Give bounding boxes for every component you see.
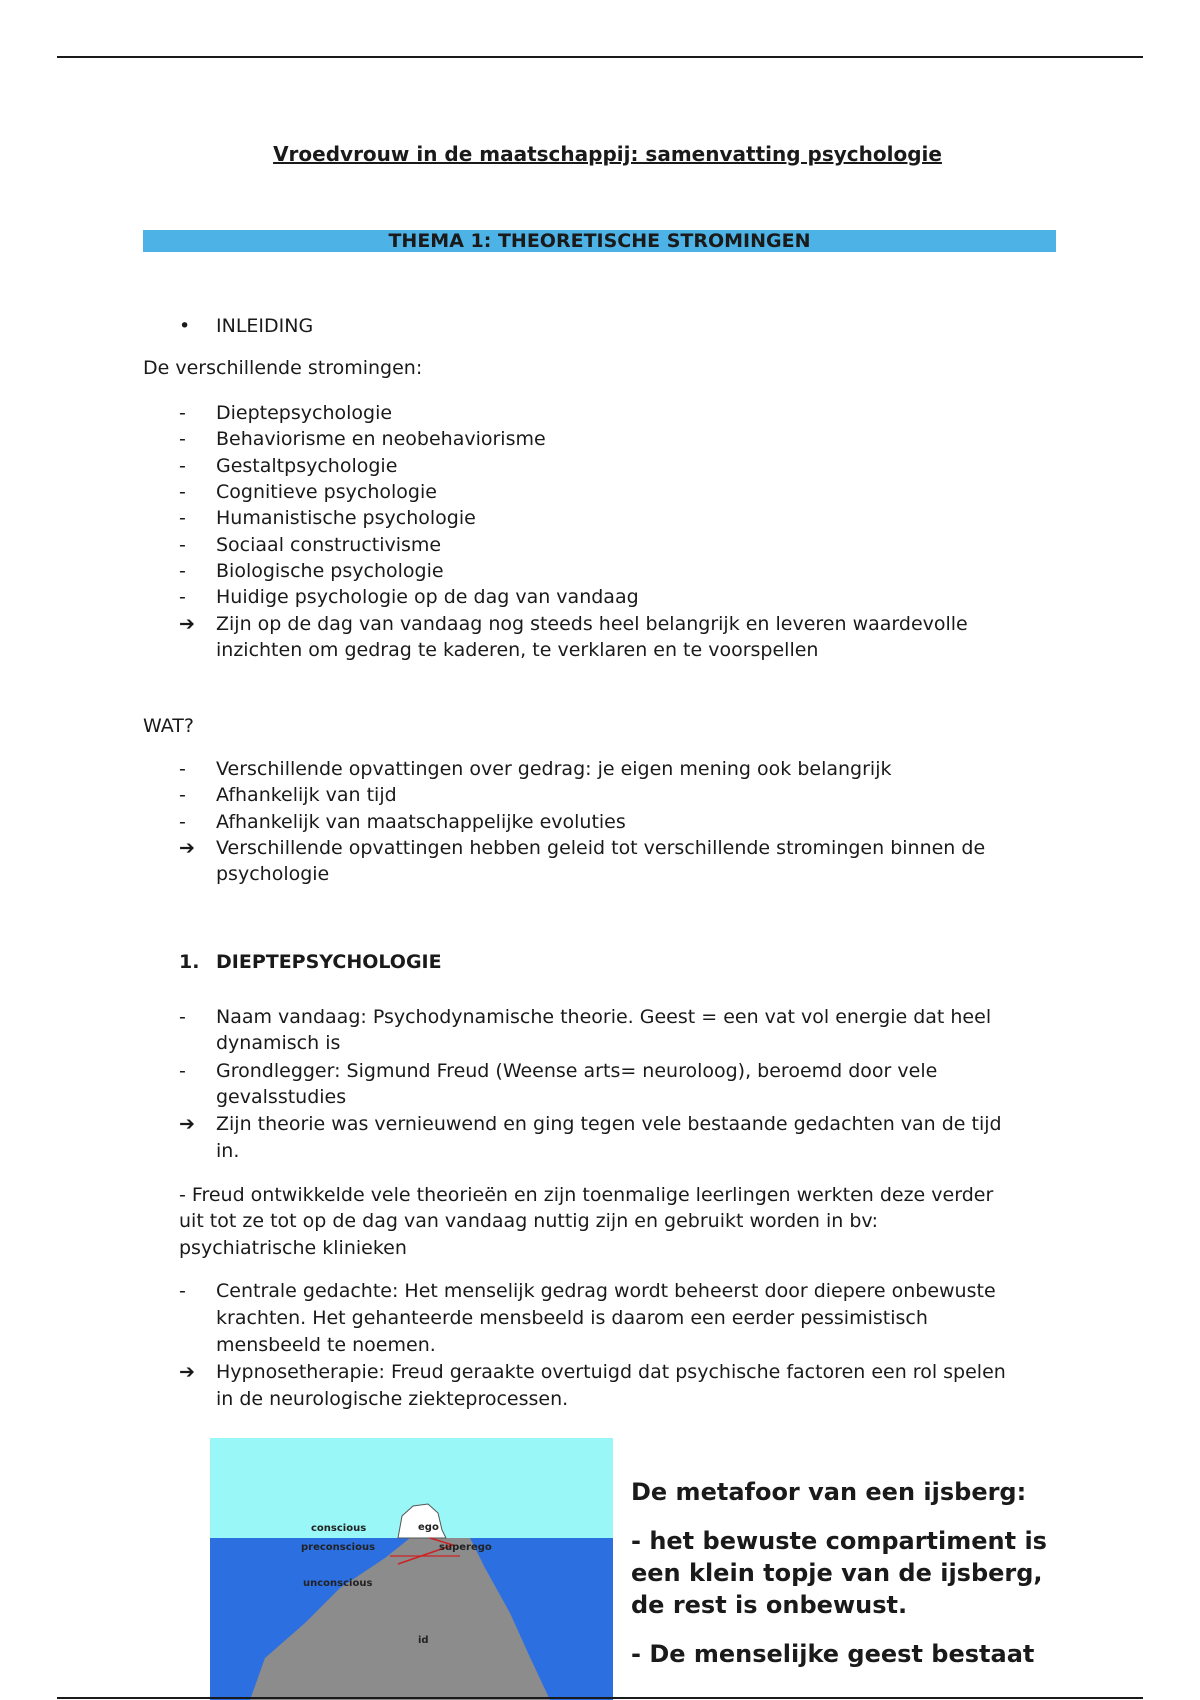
bottom-rule bbox=[57, 1697, 1143, 1699]
iceberg-diagram bbox=[210, 1438, 613, 1700]
metaphor-line: een klein topje van de ijsberg, bbox=[631, 1559, 1043, 1587]
arrow-icon: ➔ bbox=[179, 837, 195, 859]
label-unconscious: unconscious bbox=[303, 1578, 373, 1589]
paragraph-line: psychiatrische klinieken bbox=[179, 1237, 407, 1259]
paragraph-line: uit tot ze tot op de dag van vandaag nuttig zijn en gebruikt worden in bv: bbox=[179, 1210, 878, 1232]
intro-bullet-text: INLEIDING bbox=[216, 315, 314, 337]
paragraph-line: - Freud ontwikkelde vele theorieën en zijn toenmalige leerlingen werkten deze verder bbox=[179, 1184, 994, 1206]
dash-marker: - bbox=[179, 534, 186, 556]
label-id: id bbox=[418, 1635, 429, 1646]
dash-marker: - bbox=[179, 455, 186, 477]
label-conscious: conscious bbox=[311, 1523, 367, 1534]
label-ego: ego bbox=[418, 1522, 439, 1533]
theme-heading: THEMA 1: THEORETISCHE STROMINGEN bbox=[143, 230, 1056, 252]
dash-marker: - bbox=[179, 507, 186, 529]
arrow-icon: ➔ bbox=[179, 613, 195, 635]
dash-marker: - bbox=[179, 586, 186, 608]
arrow-icon: ➔ bbox=[179, 1113, 195, 1135]
dash-marker: - bbox=[179, 758, 186, 780]
dash-marker: - bbox=[179, 1280, 186, 1302]
section-title: DIEPTEPSYCHOLOGIE bbox=[216, 951, 442, 973]
label-superego: superego bbox=[439, 1542, 492, 1553]
dash-marker: - bbox=[179, 560, 186, 582]
label-preconscious: preconscious bbox=[301, 1542, 376, 1553]
top-rule bbox=[57, 56, 1143, 58]
document-title: Vroedvrouw in de maatschappij: samenvatting psychologie bbox=[273, 142, 942, 166]
dash-marker: - bbox=[179, 784, 186, 806]
dash-marker: - bbox=[179, 1006, 186, 1028]
metaphor-line: de rest is onbewust. bbox=[631, 1591, 908, 1619]
dash-marker: - bbox=[179, 1060, 186, 1082]
dash-marker: - bbox=[179, 481, 186, 503]
intro-lead: De verschillende stromingen: bbox=[143, 357, 423, 379]
arrow-icon: ➔ bbox=[179, 1361, 195, 1383]
metaphor-title: De metafoor van een ijsberg: bbox=[631, 1478, 1027, 1506]
metaphor-line: - De menselijke geest bestaat bbox=[631, 1640, 1035, 1668]
dash-marker: - bbox=[179, 402, 186, 424]
wat-heading: WAT? bbox=[143, 715, 194, 737]
section-number: 1. bbox=[179, 951, 200, 973]
dash-marker: - bbox=[179, 428, 186, 450]
metaphor-line: - het bewuste compartiment is bbox=[631, 1527, 1047, 1555]
bullet-icon: • bbox=[179, 315, 191, 337]
dash-marker: - bbox=[179, 811, 186, 833]
